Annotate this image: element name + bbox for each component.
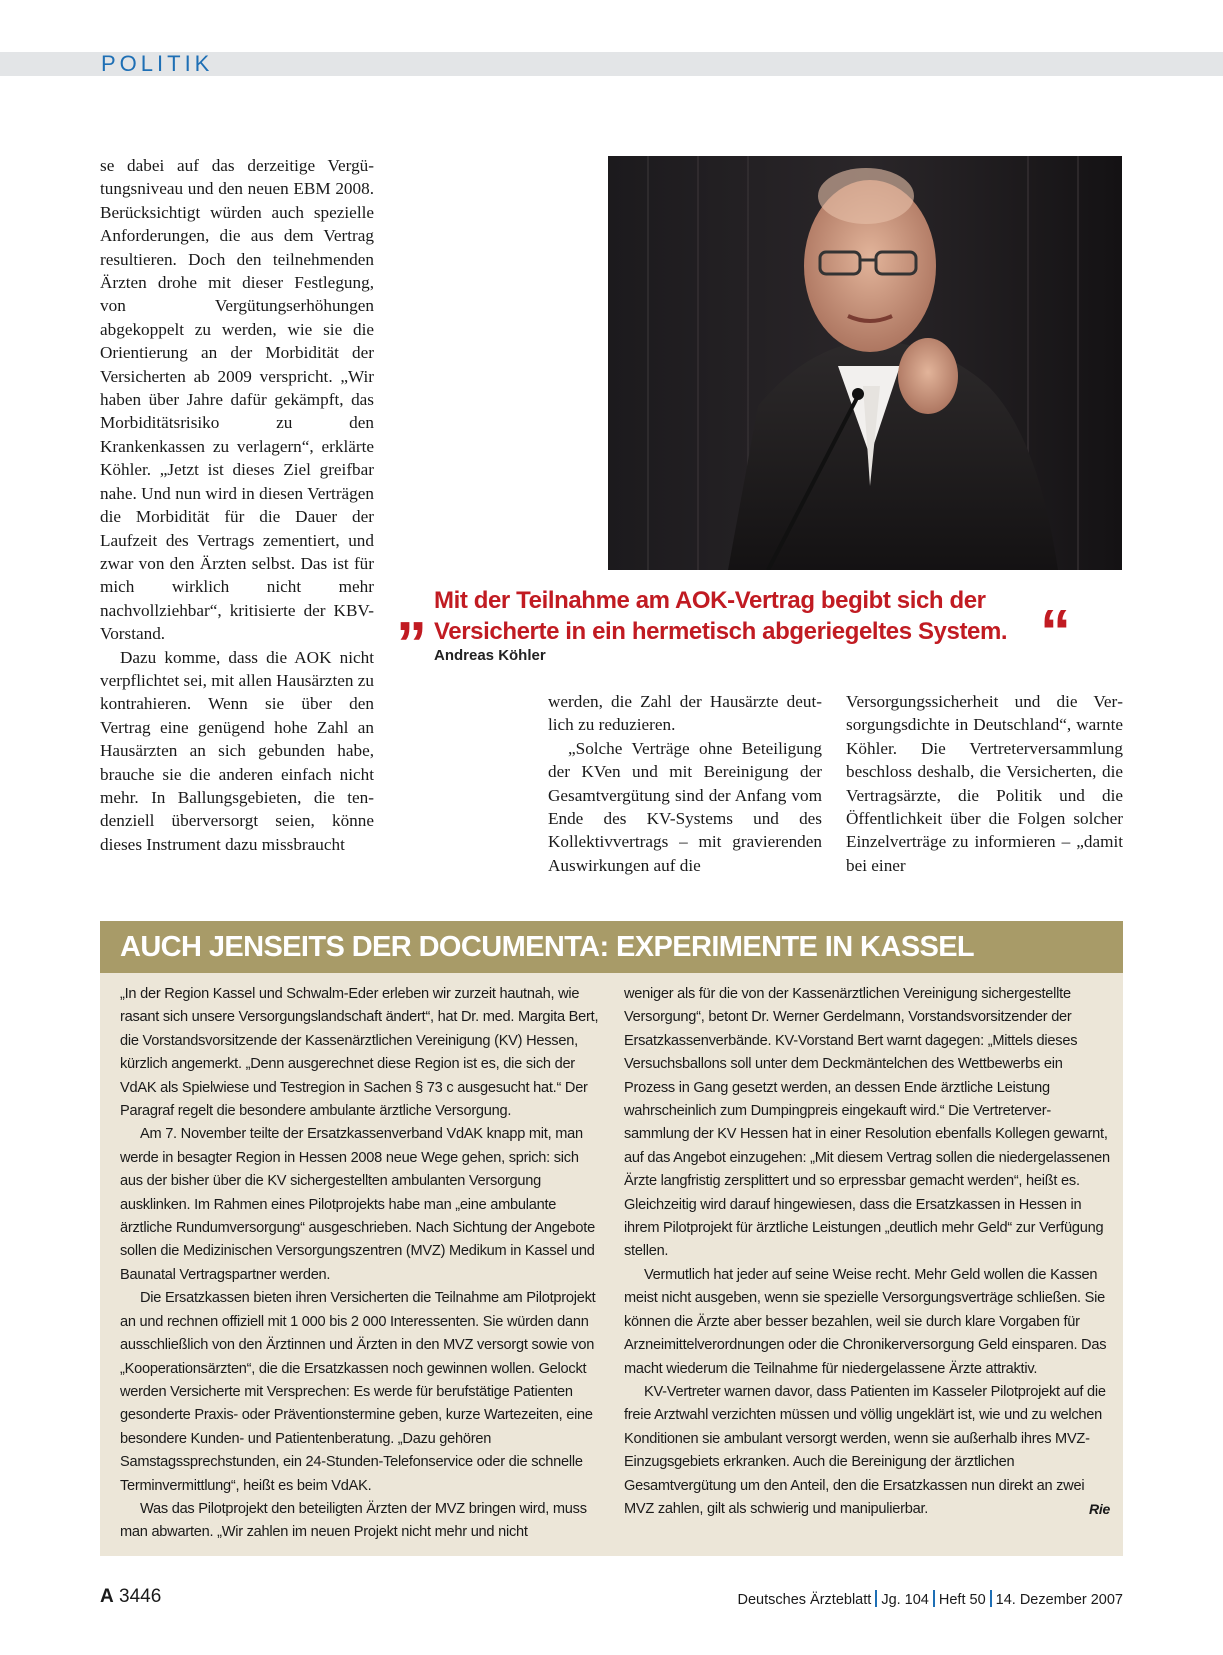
section-label: POLITIK (101, 51, 214, 76)
quote-author: Andreas Köhler (434, 647, 546, 664)
footer-info (738, 1590, 1123, 1608)
article-paragraph: se dabei auf das derzeitige Vergütungsniveau und den neuen EBM 2008. Berücksichtigt würden auch spezielle Anforderungen, die aus dem Vertrag resultieren. Doch den teilnehmenden Ärzten drohe mit dieser Festlegung, von Vergütungserhöhungen abgekoppelt zu werden, wie sie die Orientierung an der Morbidität der Versicherten ab 2009 verspricht. „Wir haben über Jahre dafür gekämpft, das Morbiditätsrisiko zu den Krankenkassen zu verlagern“, erklärte Köhler. „Jetzt ist dieses Ziel greifbar nahe. Und nun wird in diesen Verträgen die Morbidität für die Dauer der Laufzeit des Vertrags zementiert, und zwar von den Ärzten selbst. Das ist für mich wirklich nicht mehr nachvollziehbar“, kritisierte der KBV-Vorstand. (100, 156, 374, 644)
info-box (100, 921, 1123, 1556)
separator (875, 1590, 877, 1607)
speaker-photo (608, 156, 1122, 570)
quote-open-icon: „ (396, 575, 419, 644)
box-title-bar (100, 921, 1123, 973)
box-paragraph: Was das Pilotprojekt den beteiligten Ärzten der MVZ bringen wird, muss man abwarten. „Wir zahlen im neuen Projekt nicht mehr und nicht (120, 1500, 587, 1541)
separator (933, 1590, 935, 1607)
article-paragraph: werden, die Zahl der Hausärzte deutlich zu reduzieren. (548, 692, 822, 735)
quote-close-icon: “ (1040, 598, 1063, 667)
box-column-right (624, 983, 1110, 1521)
article-column-right (846, 690, 1123, 877)
page-number (100, 1586, 161, 1608)
box-paragraph-text: KV-Vertreter warnen davor, dass Patienten im Kasseler Pilotprojekt auf die freie Arztwahl verzichten müssen und völlig ungeklärt ist, wie und zu welchen Konditionen sie ambulant versorgt werden, wenn sie außerhalb ihres MVZ-Einzugsgebiets erkranken. Auch die Bereinigung der ärztlichen Gesamtvergütung um den Anteil, den die Ersatzkassen nun direkt an zwei MVZ zahlen, gilt als schwierig und manipulierbar. (624, 1383, 1106, 1517)
journal-volume: Jg. 104 (881, 1592, 929, 1608)
box-paragraph: Die Ersatzkassen bieten ihren Versicherten die Teilnahme am Pilotprojekt an und rechnen offiziell mit 1 000 bis 2 000 Interessenten. Sie würden dann ausschließlich von den Ärztinnen und Ärzten in den MVZ versorgt sowie von „Kooperationsärzten“, die die Ersatzkassen noch gewinnen wollen. Gelockt werden Versicherte mit Versprechen: Es werde für berufstätige Patienten gesonderte Praxis- oder Präventionstermine geben, kurze Wartezeiten, eine besondere Kunden- und Patientenberatung. „Dazu gehören Samstagssprechstunden, ein 24-Stunden-Telefonservice oder die schnelle Terminvermittlung“, heißt es beim VdAK. (120, 1290, 596, 1494)
box-paragraph-last (624, 1381, 1110, 1521)
separator (990, 1590, 992, 1607)
article-column-left (100, 154, 374, 856)
box-paragraph: weniger als für die von der Kassenärztlichen Vereinigung sichergestellte Versorgung“, betont Dr. Werner Gerdelmann, Vorstandsvorsitzender der Ersatzkassenverbände. KV-Vorstand Bert warnt dagegen: „Mittels dieses Versuchsballons soll unter dem Deckmäntelchen des Wettbewerbs ein Prozess in Gang gesetzt werden, an dessen Ende ärztliche Leistung wahrscheinlich zum Dumpingpreis eingekauft wird.“ Die Vertreterversammlung der KV Hessen hat in einer Resolution ebenfalls Kollegen gewarnt, auf das Angebot einzugehen: „Mit diesem Vertrag sollen die niedergelassenen Ärzte langfristig zersplittert und so erpressbar gemacht werden“, heißt es. Gleichzeitig wird darauf hingewiesen, dass die Ersatzkassen in Hessen in ihrem Pilotprojekt für ärztliche Leistungen „deutlich mehr Geld“ zur Verfügung stellen. (624, 986, 1110, 1260)
article-paragraph: Versorgungssicherheit und die Versorgungsdichte in Deutschland“, warnte Köhler. Die Vertreterversammlung beschloss deshalb, die Versicherten, die Vertragsärzte, die Politik und die Öffentlichkeit über die Folgen solcher Einzelverträge zu informieren – „damit bei einer (846, 692, 1123, 875)
box-paragraph: Am 7. November teilte der Ersatzkassenverband VdAK knapp mit, man werde in besagter Region in Hessen 2008 neue Wege gehen, sprich: sich aus der bisher über die KV sichergestellten ambulanten Versorgung ausklinken. Im Rahmen eines Pilotprojekts habe man „eine ambulante ärztliche Rundumversorgung“ ausgeschrieben. Nach Sichtung der Angebote sollen die Medizinischen Versorgungszentren (MVZ) Medikum in Kassel und Baunatal Vertragspartner werden. (120, 1126, 595, 1283)
pull-quote: Mit der Teilnahme am AOK-Vertrag begibt sich der Versicherte in ein hermetisch abgeriegeltes System. (434, 587, 1008, 645)
journal-issue: Heft 50 (938, 1592, 986, 1608)
box-title: AUCH JENSEITS DER DOCUMENTA: EXPERIMENTE IN KASSEL (120, 931, 975, 963)
article-paragraph: „Solche Verträge ohne Beteiligung der KVen und mit Bereinigung der Gesamtvergütung sind der Anfang vom Ende des KV-Systems und des Kollektivvertrags – mit gravierenden Auswirkungen auf die (548, 738, 822, 875)
article-column-middle (548, 690, 822, 877)
box-paragraph: „In der Region Kassel und Schwalm-Eder erleben wir zurzeit hautnah, wie rasant sich unsere Versorgungslandschaft ändert“, hat Dr. med. Margita Bert, die Vorstandsvorsitzende der Kassenärztlichen Vereinigung (KV) Hessen, kürzlich angemerkt. „Denn ausgerechnet diese Region ist es, die sich der VdAK als Spielwiese und Testregion in Sachen § 73 c ausgesucht hat.“ Der Paragraf regelt die besondere ambulante ärztliche Versorgung. (120, 986, 599, 1120)
page-prefix: A (100, 1586, 114, 1607)
box-paragraph: Vermutlich hat jeder auf seine Weise recht. Mehr Geld wollen die Kassen meist nicht ausgeben, wenn sie spezielle Versorgungsverträge schließen. Sie können die Ärzte aber besser bezahlen, weil sie durch klare Vorgaben für Arzneimittelverordnungen oder die Chronikerversorgung Geld einsparen. Das macht wiederum die Teilnahme für niedergelassene Ärzte attraktiv. (624, 1266, 1107, 1377)
journal-date: 14. Dezember 2007 (995, 1592, 1123, 1608)
page-number-value: 3446 (119, 1586, 162, 1607)
box-column-left (120, 983, 604, 1545)
portrait-photo-icon (608, 156, 1122, 570)
author-signature: Rie (1088, 1500, 1110, 1517)
journal-name: Deutsches Ärzteblatt (737, 1592, 872, 1608)
article-paragraph: Dazu komme, dass die AOK nicht verpflichtet sei, mit allen Hausärzten zu kontrahieren. Wenn sie über den Vertrag eine genügend hohe Zahl an Hausärzten an sich gebunden habe, brauche sie die anderen einfach nicht mehr. In Ballungsgebieten, die tendenziell überversorgt seien, könne dieses Instrument dazu missbraucht (100, 647, 374, 854)
